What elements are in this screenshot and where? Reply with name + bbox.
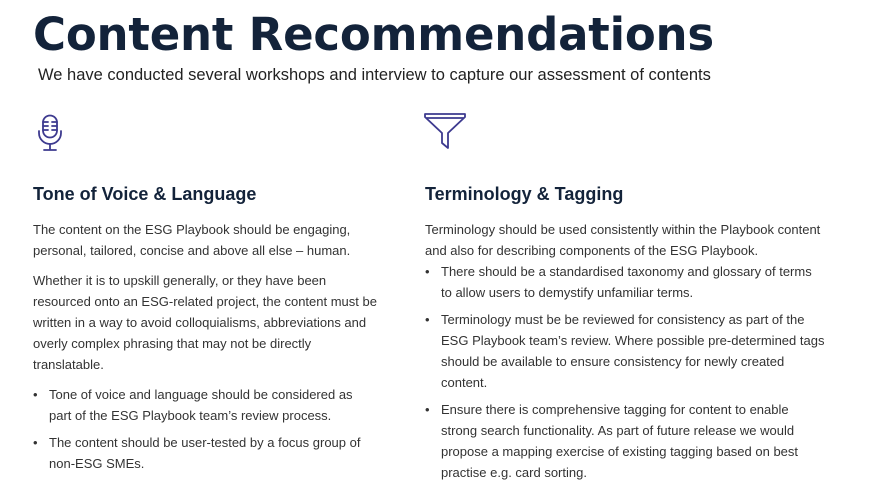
bullet-icon: • — [425, 312, 430, 327]
section-paragraph: The content on the ESG Playbook should be engaging, personal, tailored, concise and above all else – human. — [33, 222, 351, 258]
section-heading: Terminology & Tagging — [425, 184, 624, 204]
page-title: Content Recommendations — [33, 8, 714, 61]
list-item — [425, 261, 825, 303]
list-item — [33, 432, 378, 474]
list-item-text: The content should be user-tested by a focus group of non-ESG SMEs. — [49, 435, 361, 471]
bullet-list — [33, 384, 378, 474]
list-item — [425, 399, 825, 483]
section-paragraph: Terminology should be used consistently within the Playbook content and also for describing components of the ESG Playbook. — [425, 222, 821, 258]
list-item-text: Terminology must be be reviewed for consistency as part of the ESG Playbook team’s review. Where possible pre-determined tags should be available to ensure consistency for newly created content. — [441, 312, 825, 390]
page-subtitle: We have conducted several workshops and interview to capture our assessment of contents — [38, 66, 711, 84]
section-heading: Tone of Voice & Language — [33, 184, 257, 204]
bullet-icon: • — [425, 264, 430, 279]
bullet-list — [425, 261, 825, 483]
bullet-icon: • — [33, 435, 38, 450]
list-item-text: There should be a standardised taxonomy and glossary of terms to allow users to demystify unfamiliar terms. — [441, 264, 812, 300]
tone-of-voice-section — [33, 180, 378, 480]
section-paragraph: Whether it is to upskill generally, or they have been resourced onto an ESG-related project, the content must be written in a way to avoid colloquialisms, abbreviations and overly complex phrasing that may not be directly translatable. — [33, 273, 377, 372]
list-item-text: Tone of voice and language should be considered as part of the ESG Playbook team’s review process. — [49, 387, 353, 423]
list-item — [33, 384, 378, 426]
list-item — [425, 309, 825, 393]
terminology-section — [425, 180, 825, 489]
microphone-icon — [36, 114, 64, 152]
bullet-icon: • — [33, 387, 38, 402]
bullet-icon: • — [425, 402, 430, 417]
funnel-icon — [422, 112, 468, 150]
list-item-text: Ensure there is comprehensive tagging for content to enable strong search functionality. As part of future release we would propose a mapping exercise of existing tagging based on best practise e.g. card sorting. — [441, 402, 799, 480]
